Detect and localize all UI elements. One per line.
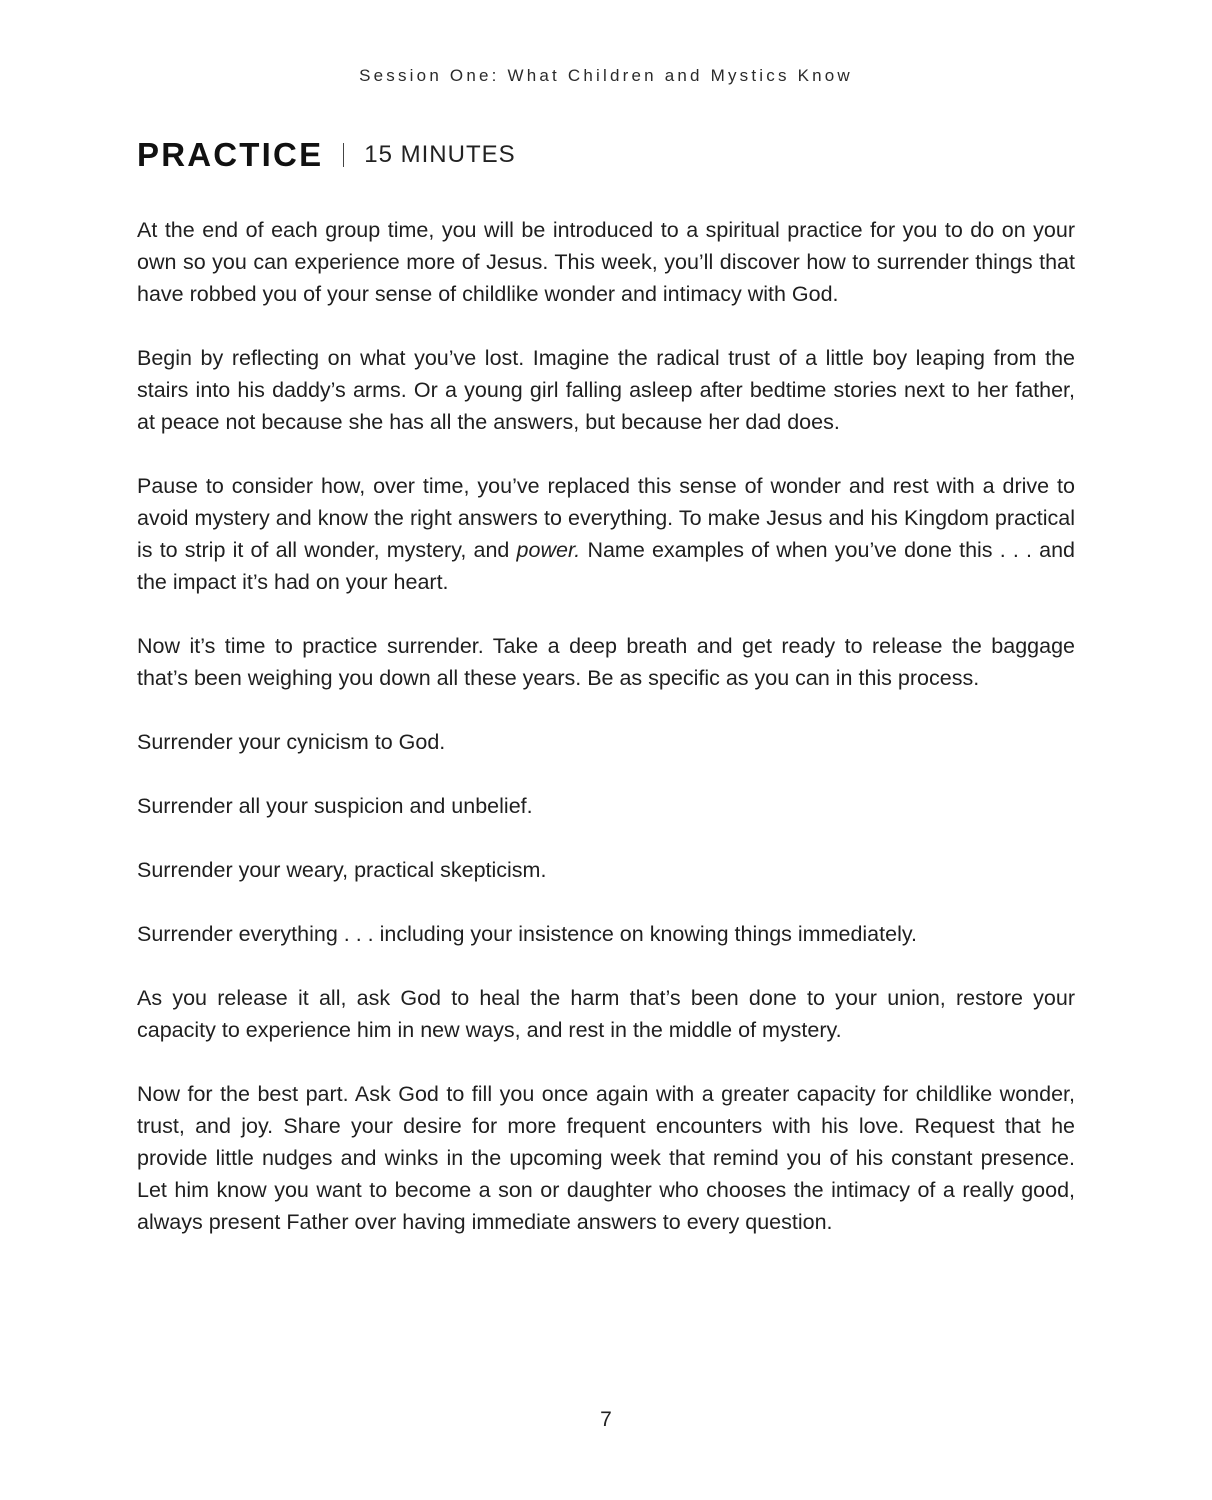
section-heading xyxy=(137,136,516,174)
paragraph-best-part: Now for the best part. Ask God to fill you once again with a greater capacity for childlike wonder, trust, and joy. Share your desire for more frequent encounters with his love. Request that he provide little nudges and winks in the upcoming week that remind you of his constant presence. Let him know you want to become a son or daughter who chooses the intimacy of a really good, always present Father over having immediate answers to every question. xyxy=(137,1082,1075,1234)
paragraph-surrender-intro: Now it’s time to practice surrender. Take a deep breath and get ready to release the baggage that’s been weighing you down all these years. Be as specific as you can in this process. xyxy=(137,634,1075,690)
paragraph-pause xyxy=(137,470,1075,598)
paragraph-reflect: Begin by reflecting on what you’ve lost. Imagine the radical trust of a little boy leaping from the stairs into his daddy’s arms. Or a young girl falling asleep after bedtime stories next to her father, at peace not because she has all the answers, but because her dad does. xyxy=(137,346,1075,434)
section-duration: 15 MINUTES xyxy=(364,141,516,168)
body-text xyxy=(137,214,1075,1270)
paragraph-pause-emphasis: power. xyxy=(516,538,581,562)
running-head: Session One: What Children and Mystics Know xyxy=(359,66,853,85)
section-title: PRACTICE xyxy=(137,136,324,173)
page-number: 7 xyxy=(600,1408,612,1431)
heading-divider xyxy=(343,143,344,167)
paragraph-pause-text-start: Pause to consider how, over time, you’ve replaced this sense of wonder and rest with a drive to avoid mystery and know the right answers to everything. To make Jesus and his Kingdom practical is to strip it of all wonder, mystery, and xyxy=(137,474,1075,562)
surrender-everything: Surrender everything . . . including your insistence on knowing things immediately. xyxy=(137,922,917,946)
surrender-cynicism: Surrender your cynicism to God. xyxy=(137,730,446,754)
surrender-skepticism: Surrender your weary, practical skepticism. xyxy=(137,858,547,882)
paragraph-pause-text-end: Name examples of when you’ve done this . . . and the impact it’s had on your heart. xyxy=(137,538,1075,594)
paragraph-intro: At the end of each group time, you will be introduced to a spiritual practice for you to do on your own so you can experience more of Jesus. This week, you’ll discover how to surrender things that have robbed you of your sense of childlike wonder and intimacy with God. xyxy=(137,218,1075,306)
surrender-suspicion: Surrender all your suspicion and unbelief. xyxy=(137,794,533,818)
paragraph-release: As you release it all, ask God to heal the harm that’s been done to your union, restore your capacity to experience him in new ways, and rest in the middle of mystery. xyxy=(137,986,1075,1042)
